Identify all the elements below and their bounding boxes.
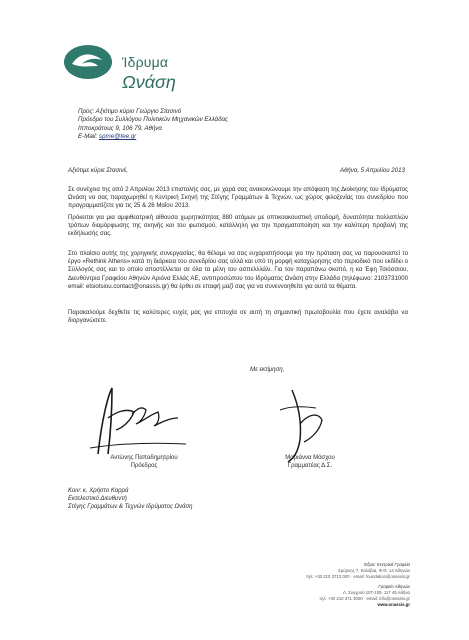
footer-hq-tel: τηλ: +30 210 3713 000 · email: foundation@onassis.gr [306,574,410,579]
signature-2-icon [272,384,342,464]
paragraph-1: Σε συνέχεια της από 2 Απριλίου 2013 επιστολής σας, με χαρά σας ανακοινώνουμε την απόφαση της Διοίκησης του Ιδρύματος Ωνάση να σας παραχωρηθεί η Κεντρική Σκηνή της Στέγης Γραμμάτων & Τεχνών, ως χώρος φιλοξενίας του συνεδρίου που προγραμματίζετε για τις 25 & 26 Μαΐου 2013. [68,186,408,210]
closing: Με εκτίμηση, [250,366,285,373]
footer-athens-address: Λ. Συγγρού 107-109, 117 45 Αθήνα [342,590,410,595]
cc-block [68,488,192,511]
recipient-title: Πρόεδρο του Συλλόγου Πολιτικών Μηχανικών Ελλάδας [78,116,229,124]
recipient-email-row [78,133,228,141]
footer-athens-tel: τηλ: +30 210 371 3000 · email: info@onassis.gr [319,596,410,601]
paragraph-4: Παρακαλούμε δεχθείτε τις καλύτερες ευχές μας για επιτυχία σε αυτή τη σημαντική πρωτοβουλία που έχετε αναλάβει να διοργανώσετε. [68,309,408,325]
signer-2-name: Μαριάννα Μόσχου [285,455,335,461]
recipient-email-link[interactable]: spme@tee.gr [99,132,137,140]
recipient-email-label: E-Mail: [78,132,98,140]
cc-line-2: Εκτελεστικό Διευθυντή [68,495,127,502]
footer-hq-title: Έδρα: Κεντρικά Γραφεία [363,562,410,567]
footer-contacts [290,562,410,608]
signer-2-role: Γραμματέας Δ.Σ. [287,462,333,469]
logo-text-line2: Ωνάση [122,72,176,92]
footer-athens-title: Γραφείο Αθηνών [378,584,410,589]
footer-hq-address: Σμύρνης 7, Καλύβια, Φ.Θ. 14 Αθηνών [338,568,410,573]
signer-1-role: Πρόεδρος [130,462,158,469]
cc-line-1: Κοιν: κ. Χρήστο Καρρά [68,488,129,494]
recipient-street: Ιπποκράτους 9, 106 79, Αθήνα [78,124,162,132]
signer-1-name: Αντώνης Παπαδημητρίου [110,455,178,461]
logo-text-line1: Ίδρυμα [122,54,169,70]
greeting: Αξιότιμε κύριε Στασινέ, [68,167,128,174]
letter-date: Αθήνα, 5 Απριλίου 2013 [340,167,405,174]
recipient-to: Προς: Αξιότιμο κύριο Γεώργιο Στασινό [78,108,182,115]
onassis-logo-icon [62,40,118,80]
recipient-address [78,108,228,141]
signature-1-icon [86,378,196,458]
paragraph-2: Πρόκειται για μια αμφιθεατρική αίθουσα χωρητικότητας 880 ατόμων με οπτικοακουστική υποδομή, δυνατότητα πολλαπλών τρόπων διαμόρφωσης της σκηνής και του φωτισμού, κατάλληλη για την πραγματοποίηση και την καλύτερη προβολή της εκδήλωσής σας. [68,214,408,238]
cc-line-3: Στέγης Γραμμάτων & Τεχνών Ιδρύματος Ωνάση [68,503,193,510]
signer-1 [96,455,192,471]
paragraph-3: Στο πλαίσιο αυτής της χορηγικής συνεργασίας, θα θέλαμε να σας ευχαριστήσουμε για την πρόταση σας να παρουσιαστεί το έργο «Rethink Athens» κατά τη διάρκεια του συνεδρίου σας αλλά και υπό τη μορφή καταχώρησης στο περιοδικό που εκδίδει ο Σύλλογός σας και το οποίο αποστέλλεται σε όλα τα μέλη του ασπελλλάλι. Για τον παραπάνω σκοπό, η κα Έφη Τσιόσσιου, Διευθύντρια Γραφείου Αθηνών Αριόνα Ελλάς ΑΕ, αντιπροσώπου του Ιδρύματος Ωνάση στην Ελλάδα (τηλέφωνο: 2103731000 email: etsiotsiou.contact@onassis.gr) θα έρθει σε επαφή μαζί σας για να συνεννοηθείτε για αυτά τα θέματα. [68,250,408,290]
signer-2 [262,455,358,471]
footer-website-link[interactable]: www.onassis.gr [377,602,410,607]
